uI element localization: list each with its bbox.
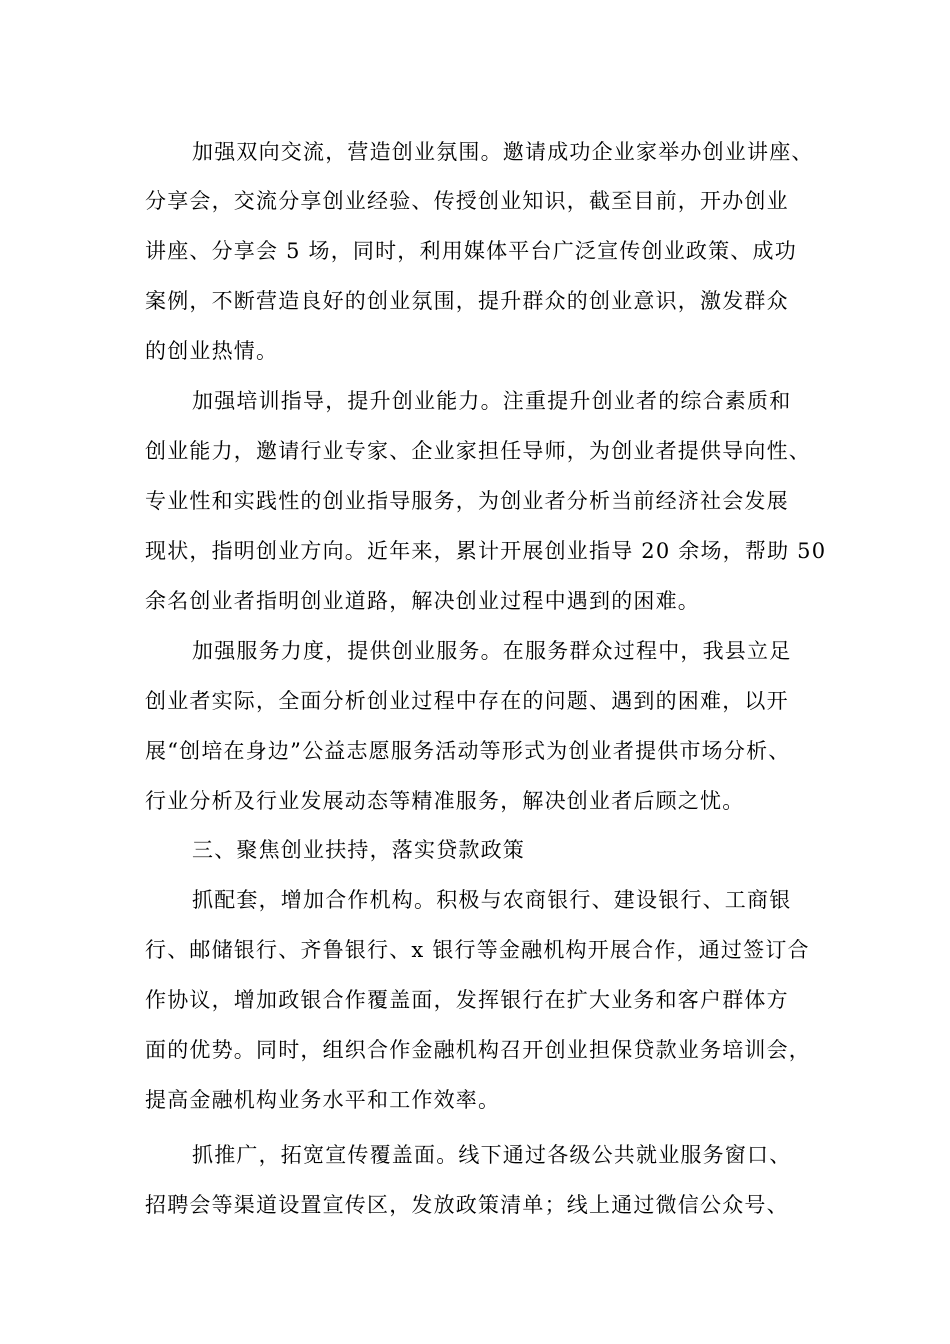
paragraph-3-line-2: 创业者实际，全面分析创业过程中存在的问题、遇到的困难，以开 xyxy=(145,689,789,713)
paragraph-5-line-5: 提高金融机构业务水平和工作效率。 xyxy=(145,1088,501,1112)
paragraph-3-line-1: 加强服务力度，提供创业服务。在服务群众过程中，我县立足 xyxy=(192,639,792,663)
paragraph-2-line-3: 专业性和实践性的创业指导服务，为创业者分析当前经济社会发展 xyxy=(145,489,789,513)
paragraph-5-line-2: 行、邮储银行、齐鲁银行、x 银行等金融机构开展合作，通过签订合 xyxy=(145,938,810,962)
paragraph-1-line-2: 分享会，交流分享创业经验、传授创业知识，截至目前，开办创业 xyxy=(145,189,789,213)
paragraph-5-line-4: 面的优势。同时，组织合作金融机构召开创业担保贷款业务培训会， xyxy=(145,1038,811,1062)
paragraph-2-line-5: 余名创业者指明创业道路，解决创业过程中遇到的困难。 xyxy=(145,589,700,613)
paragraph-6-line-2: 招聘会等渠道设置宣传区，发放政策清单；线上通过微信公众号、 xyxy=(145,1193,789,1217)
paragraph-2-line-4: 现状，指明创业方向。近年来，累计开展创业指导 20 余场，帮助 50 xyxy=(145,539,827,563)
paragraph-1-line-4: 案例，不断营造良好的创业氛围，提升群众的创业意识，激发群众 xyxy=(145,289,789,313)
paragraph-1-line-3: 讲座、分享会 5 场，同时，利用媒体平台广泛宣传创业政策、成功 xyxy=(145,239,797,263)
paragraph-5-line-3: 作协议，增加政银合作覆盖面，发挥银行在扩大业务和客户群体方 xyxy=(145,988,789,1012)
paragraph-3-line-4: 行业分析及行业发展动态等精准服务，解决创业者后顾之忧。 xyxy=(145,789,745,813)
paragraph-5-line-1: 抓配套，增加合作机构。积极与农商银行、建设银行、工商银 xyxy=(192,888,792,912)
paragraph-1-line-5: 的创业热情。 xyxy=(145,339,279,363)
paragraph-2-line-2: 创业能力，邀请行业专家、企业家担任导师，为创业者提供导向性、 xyxy=(145,439,811,463)
section-heading: 三、聚焦创业扶持，落实贷款政策 xyxy=(192,838,525,862)
paragraph-2-line-1: 加强培训指导，提升创业能力。注重提升创业者的综合素质和 xyxy=(192,389,792,413)
paragraph-1-line-1: 加强双向交流，营造创业氛围。邀请成功企业家举办创业讲座、 xyxy=(192,140,814,164)
paragraph-3-line-3: 展“创培在身边”公益志愿服务活动等形式为创业者提供市场分析、 xyxy=(145,739,791,763)
paragraph-6-line-1: 抓推广，拓宽宣传覆盖面。线下通过各级公共就业服务窗口、 xyxy=(192,1143,792,1167)
